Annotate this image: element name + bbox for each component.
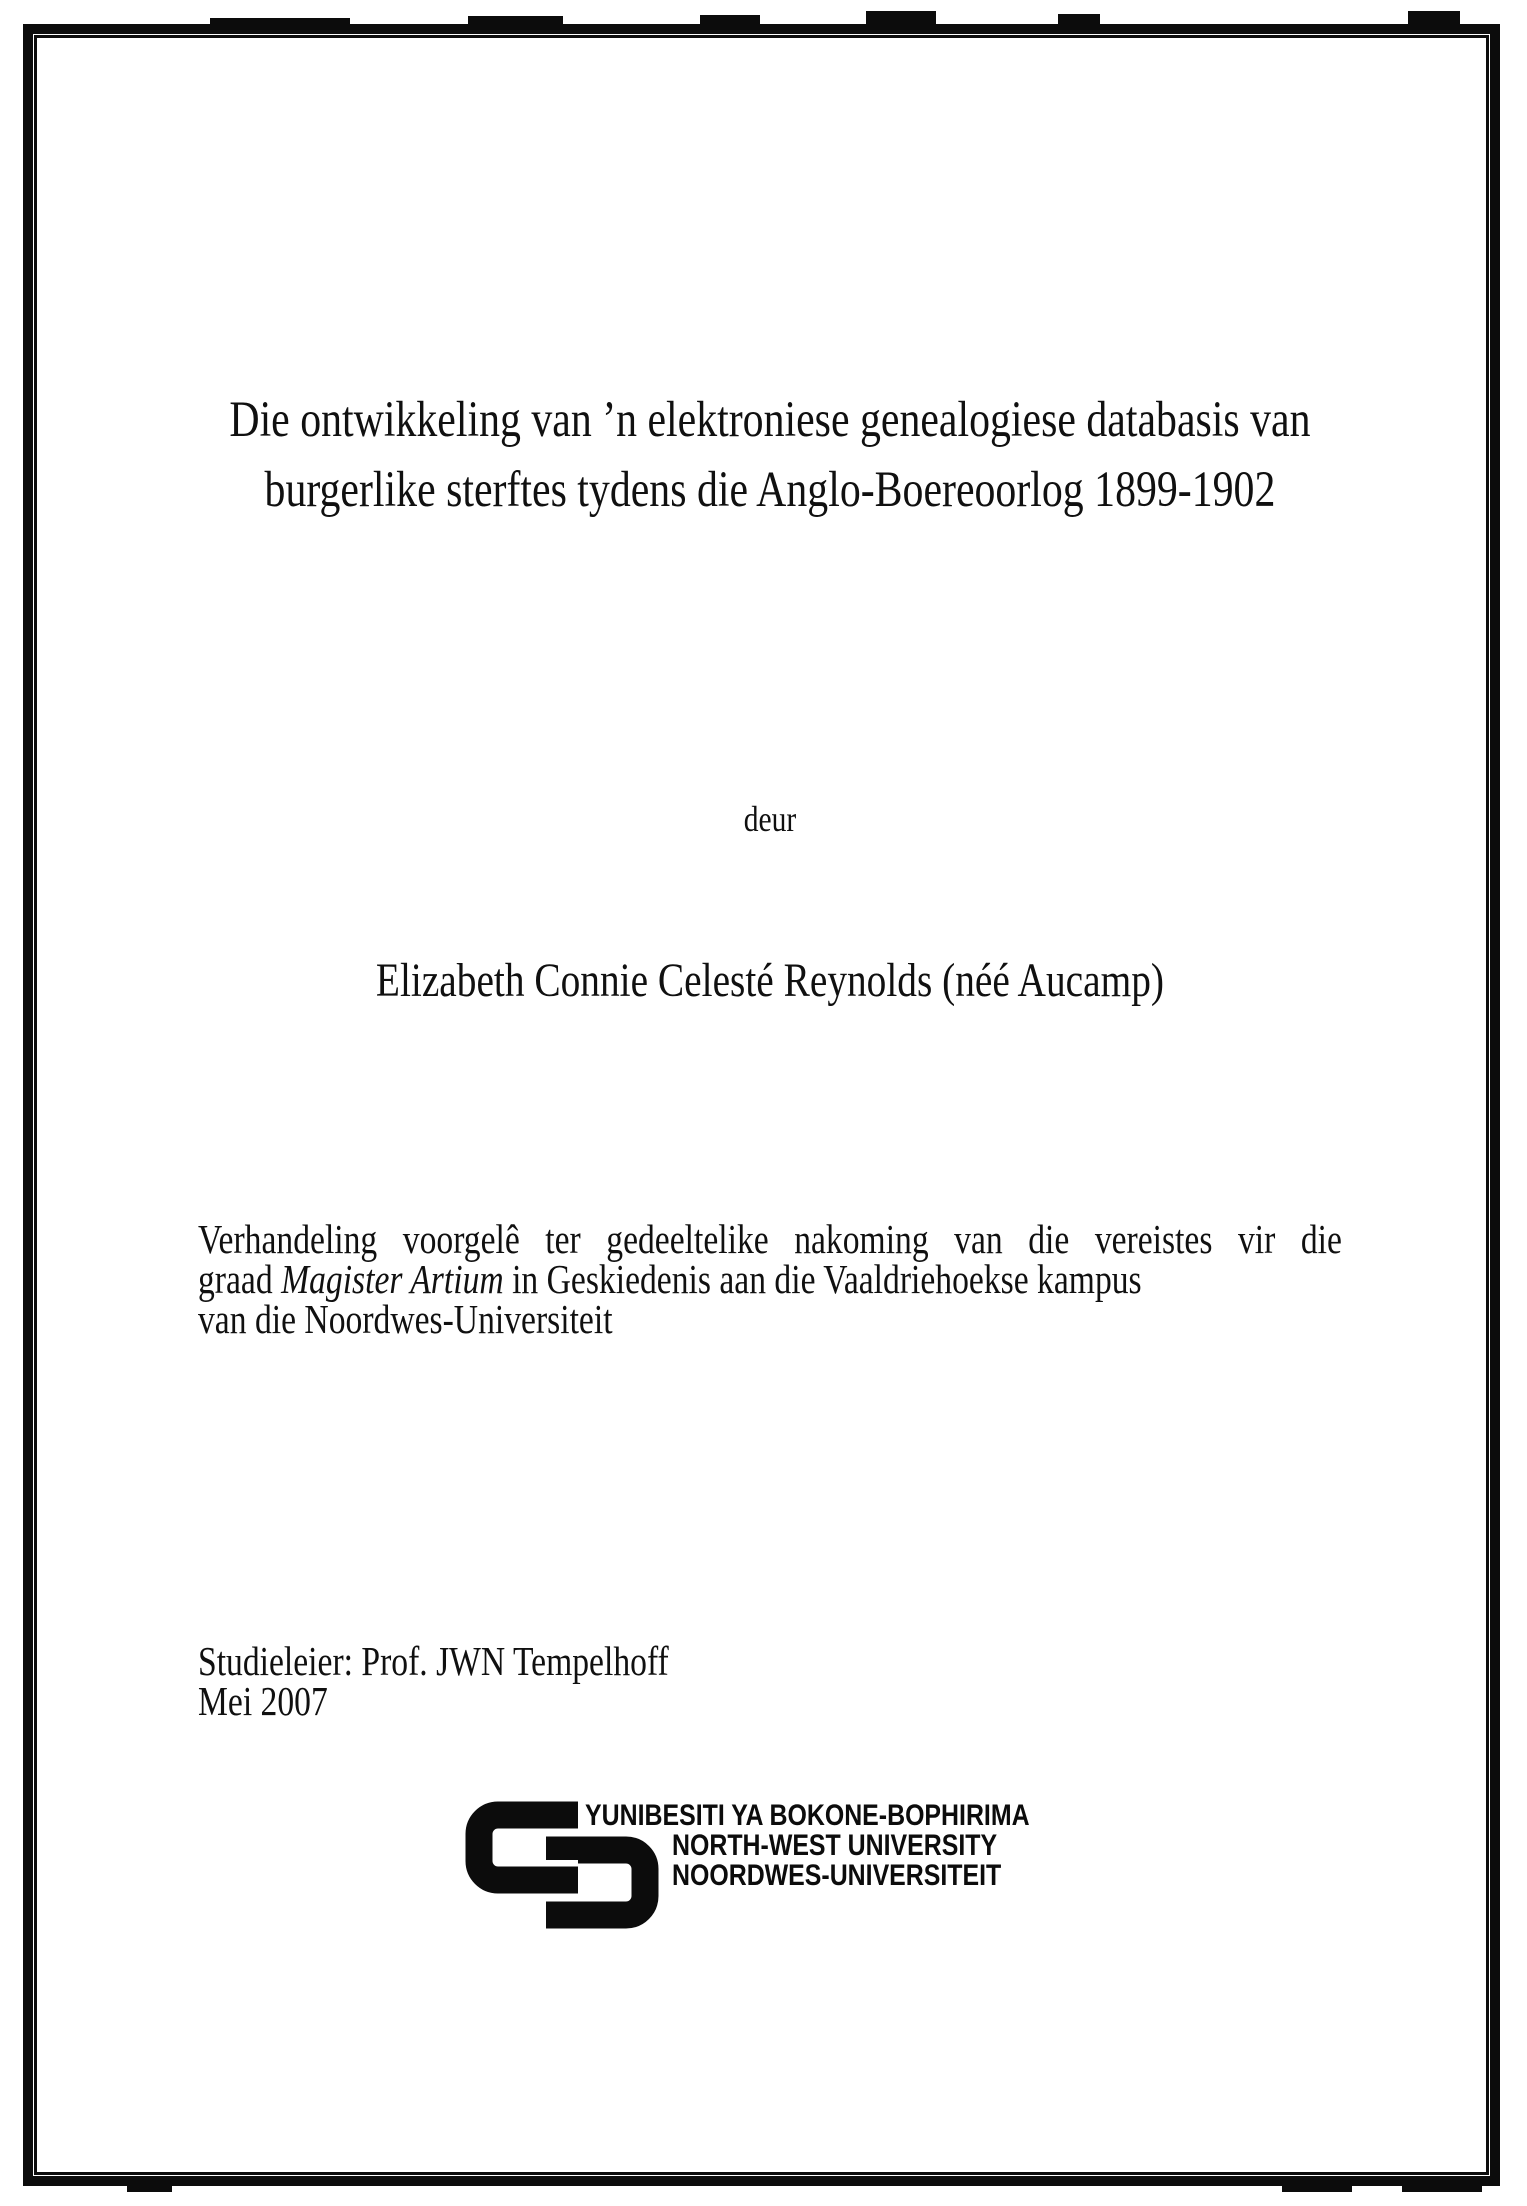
- scan-artifact: [1058, 14, 1100, 25]
- university-logo-text: [585, 1801, 1121, 1891]
- logo-text-line-1: YUNIBESITI YA BOKONE-BOPHIRIMA: [585, 1799, 1030, 1832]
- degree-statement: [198, 1216, 1342, 1342]
- thesis-title: [198, 385, 1342, 525]
- supervisor-line: Studieleier: Prof. JWN Tempelhoff: [198, 1638, 669, 1684]
- title-line-2: burgerlike sterftes tydens die Anglo-Boereoorlog 1899-1902: [264, 462, 1276, 518]
- statement-line-2-post: in Geskiedenis aan die Vaaldriehoekse kampus: [503, 1256, 1142, 1302]
- statement-line-2-pre: graad: [198, 1256, 282, 1302]
- byline-deur: deur: [743, 799, 797, 839]
- supervisor-block: [198, 1638, 1342, 1724]
- logo-text-line-3: NOORDWES-UNIVERSITEIT: [672, 1859, 1002, 1892]
- scan-artifact: [1402, 2183, 1482, 2192]
- scan-artifact: [210, 18, 350, 25]
- author-name: Elizabeth Connie Celesté Reynolds (néé Aucamp): [375, 954, 1164, 1007]
- scan-artifact: [468, 16, 563, 25]
- statement-line-2: [198, 1256, 1342, 1302]
- scan-artifact: [700, 15, 760, 25]
- scan-artifact: [1408, 11, 1460, 25]
- degree-name-italic: Magister Artium: [281, 1256, 504, 1302]
- statement-line-3: van die Noordwes-Universiteit: [198, 1296, 613, 1342]
- scan-artifact: [127, 2186, 172, 2192]
- title-line-1: Die ontwikkeling van ’n elektroniese genealogiese databasis van: [229, 392, 1311, 448]
- logo-text-line-2: NORTH-WEST UNIVERSITY: [672, 1829, 998, 1862]
- statement-line-1: Verhandeling voorgelê ter gedeeltelike nakoming van die vereistes vir die: [198, 1216, 1342, 1262]
- scan-artifact: [866, 11, 936, 25]
- date-line: Mei 2007: [198, 1678, 328, 1724]
- scan-artifact: [1282, 2184, 1352, 2192]
